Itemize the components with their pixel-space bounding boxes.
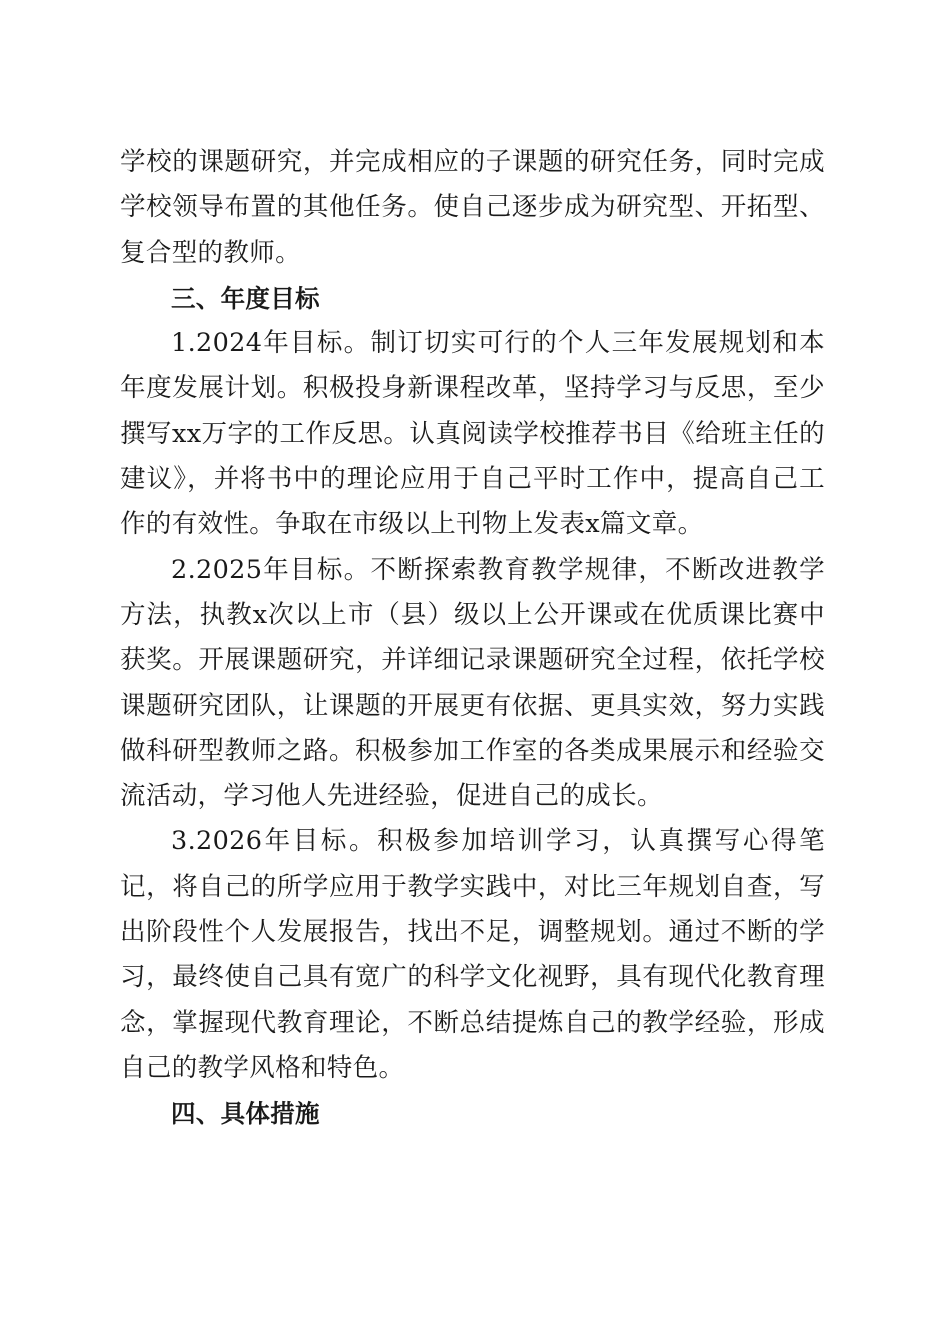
goal-2026-paragraph: 3.2026年目标。积极参加培训学习，认真撰写心得笔记，将自己的所学应用于教学实践中，对比三年规划自查，写出阶段性个人发展报告，找出不足，调整规划。通过不断的学习，最终使自己具有宽广的科学文化视野，具有现代化教育理念，掌握现代教育理论，不断总结提炼自己的教学经验，形成自己的教学风格和特色。 [120, 826, 825, 1083]
document-body [120, 140, 825, 1137]
section-heading-measures: 四、具体措施 [171, 1099, 320, 1129]
goal-2025-paragraph: 2.2025年目标。不断探索教育教学规律，不断改进教学方法，执教x次以上市（县）级以上公开课或在优质课比赛中获奖。开展课题研究，并详细记录课题研究全过程，依托学校课题研究团队，让课题的开展更有依据、更具实效，努力实践做科研型教师之路。积极参加工作室的各类成果展示和经验交流活动，学习他人先进经验，促进自己的成长。 [120, 554, 825, 812]
goal-2024-paragraph: 1.2024年目标。制订切实可行的个人三年发展规划和本年度发展计划。积极投身新课程改革，坚持学习与反思，至少撰写xx万字的工作反思。认真阅读学校推荐书目《给班主任的建议》，并将书中的理论应用于自己平时工作中，提高自己工作的有效性。争取在市级以上刊物上发表x篇文章。 [120, 328, 825, 540]
continuation-paragraph: 学校的课题研究，并完成相应的子课题的研究任务，同时完成学校领导布置的其他任务。使自己逐步成为研究型、开拓型、复合型的教师。 [120, 147, 825, 268]
section-heading-annual-goals: 三、年度目标 [171, 283, 320, 313]
